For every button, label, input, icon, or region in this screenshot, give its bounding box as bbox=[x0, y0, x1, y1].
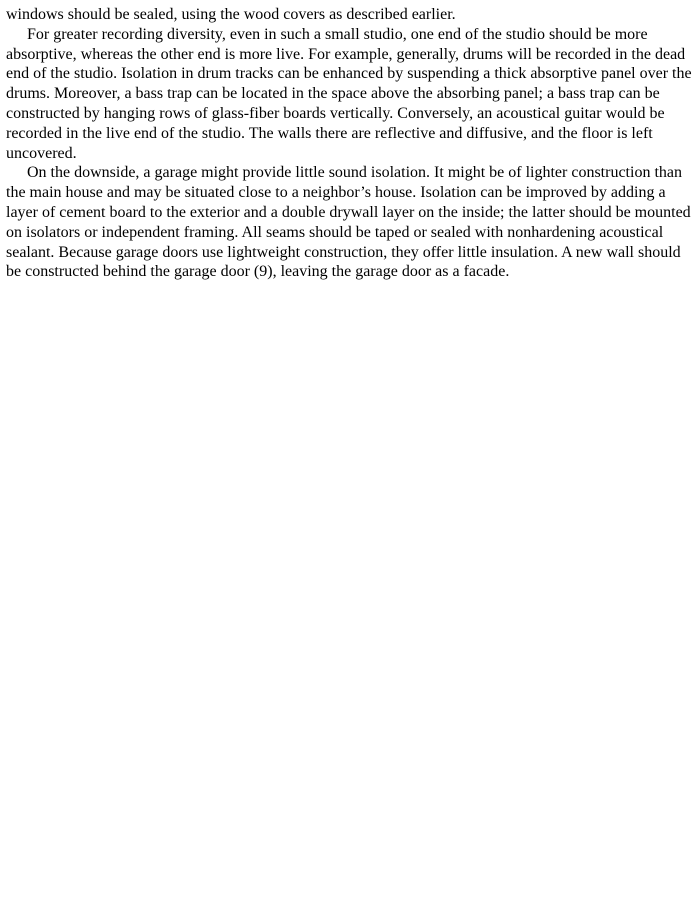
paragraph-garage-isolation: On the downside, a garage might provide little sound isolation. It might be of lighter construction than the main house and may be situated close to a neighbor’s house. Isolation can be improved by adding a layer of cement board to the exterior and a double drywall layer on the inside; the latter should be mounted on isolators or independent framing. All seams should be taped or sealed with nonhardening acoustical sealant. Because garage doors use lightweight construction, they offer little insulation. A new wall should be constructed behind the garage door (9), leaving the garage door as a facade. bbox=[6, 164, 691, 281]
paragraph-recording-diversity: For greater recording diversity, even in such a small studio, one end of the studio should be more absorptive, whereas the other end is more live. For example, generally, drums will be recorded in the dead end of the studio. Isolation in drum tracks can be enhanced by suspending a thick absorptive panel over the drums. Moreover, a bass trap can be located in the space above the absorbing panel; a bass trap can be constructed by hanging rows of glass-fiber boards vertically. Conversely, an acoustical guitar would be recorded in the live end of the studio. The walls there are reflective and diffusive, and the floor is left uncovered. bbox=[6, 25, 692, 162]
paragraph-continuation: windows should be sealed, using the wood covers as described earlier. bbox=[6, 6, 456, 23]
document-page bbox=[6, 5, 692, 282]
